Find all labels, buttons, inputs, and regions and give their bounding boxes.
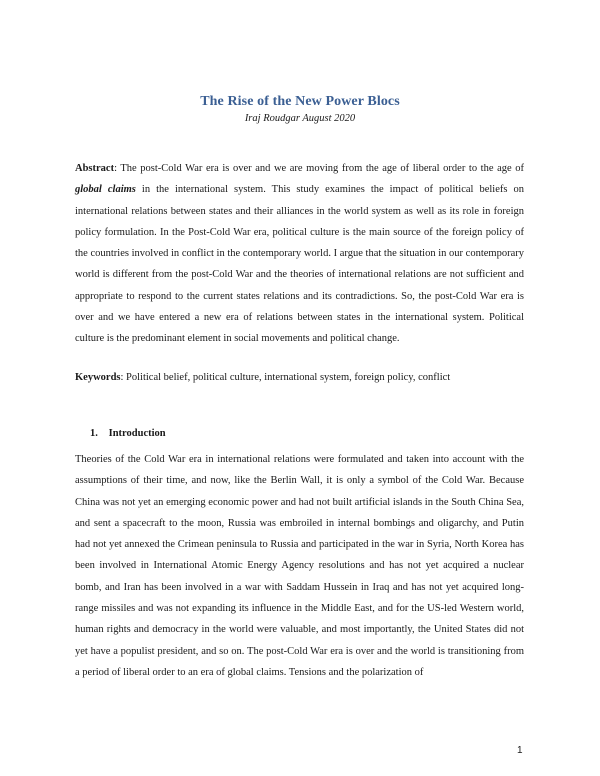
abstract-text-after: in the international system. This study examines the impact of political beliefs on international relations between states and their alliances in the world system as well as its role in foreign policy formulation. In the Post-Cold War era, political culture is the main source of the foreign policy of the countries involved in conflict in the contemporary world. I argue that the situation in our contemporary world is different from the post-Cold War and the theories of international relations are not sufficient and appropriate to respond to the current states relations and its contradictions. So, the post-Cold War era is over and we have entered a new era of relations between states in the international system. Political culture is the predominant element in social movements and political change.	[75, 184, 524, 345]
section-number: 1.	[90, 428, 98, 439]
page-number: 1	[517, 745, 523, 756]
introduction-paragraph: Theories of the Cold War era in international relations were formulated and taken into account with the assumptions of their time, and now, like the Berlin Wall, it is only a symbol of the Cold War. Because China was not yet an emerging economic power and had not built artificial islands in the South China Sea, and sent a spacecraft to the moon, Russia was embroiled in internal bombings and oligarchy, and Putin had not yet annexed the Crimean peninsula to Russia and participated in the war in Syria, North Korea has been involved in International Atomic Energy Agency resolutions and has not yet acquired a nuclear bomb, and Iran has been involved in a war with Saddam Hussein in Iraq and has not yet acquired long-range missiles and was not expanding its influence in the Middle East, and for the US-led Western world, human rights and democracy in the world were valuable, and most importantly, the United States did not yet have a populist president, and so on. The post-Cold War era is over and the world is transitioning from a period of liberal order to an era of global claims. Tensions and the polarization of	[75, 454, 524, 678]
abstract-paragraph	[75, 158, 524, 350]
abstract-emphasis: global claims	[75, 184, 136, 196]
author-line: Iraj Roudgar August 2020	[244, 113, 356, 124]
keywords-text: : Political belief, political culture, international system, foreign policy, conflict	[120, 372, 451, 383]
paper-title: The Rise of the New Power Blocs	[200, 94, 400, 109]
keywords-line	[75, 372, 524, 383]
keywords-label: Keywords	[75, 372, 121, 383]
section-title: Introduction	[108, 428, 166, 439]
abstract-text-before: : The post-Cold War era is over and we are moving from the age of liberal order to the age of	[114, 163, 524, 174]
abstract-label: Abstract	[75, 163, 115, 174]
section-heading	[90, 428, 166, 439]
